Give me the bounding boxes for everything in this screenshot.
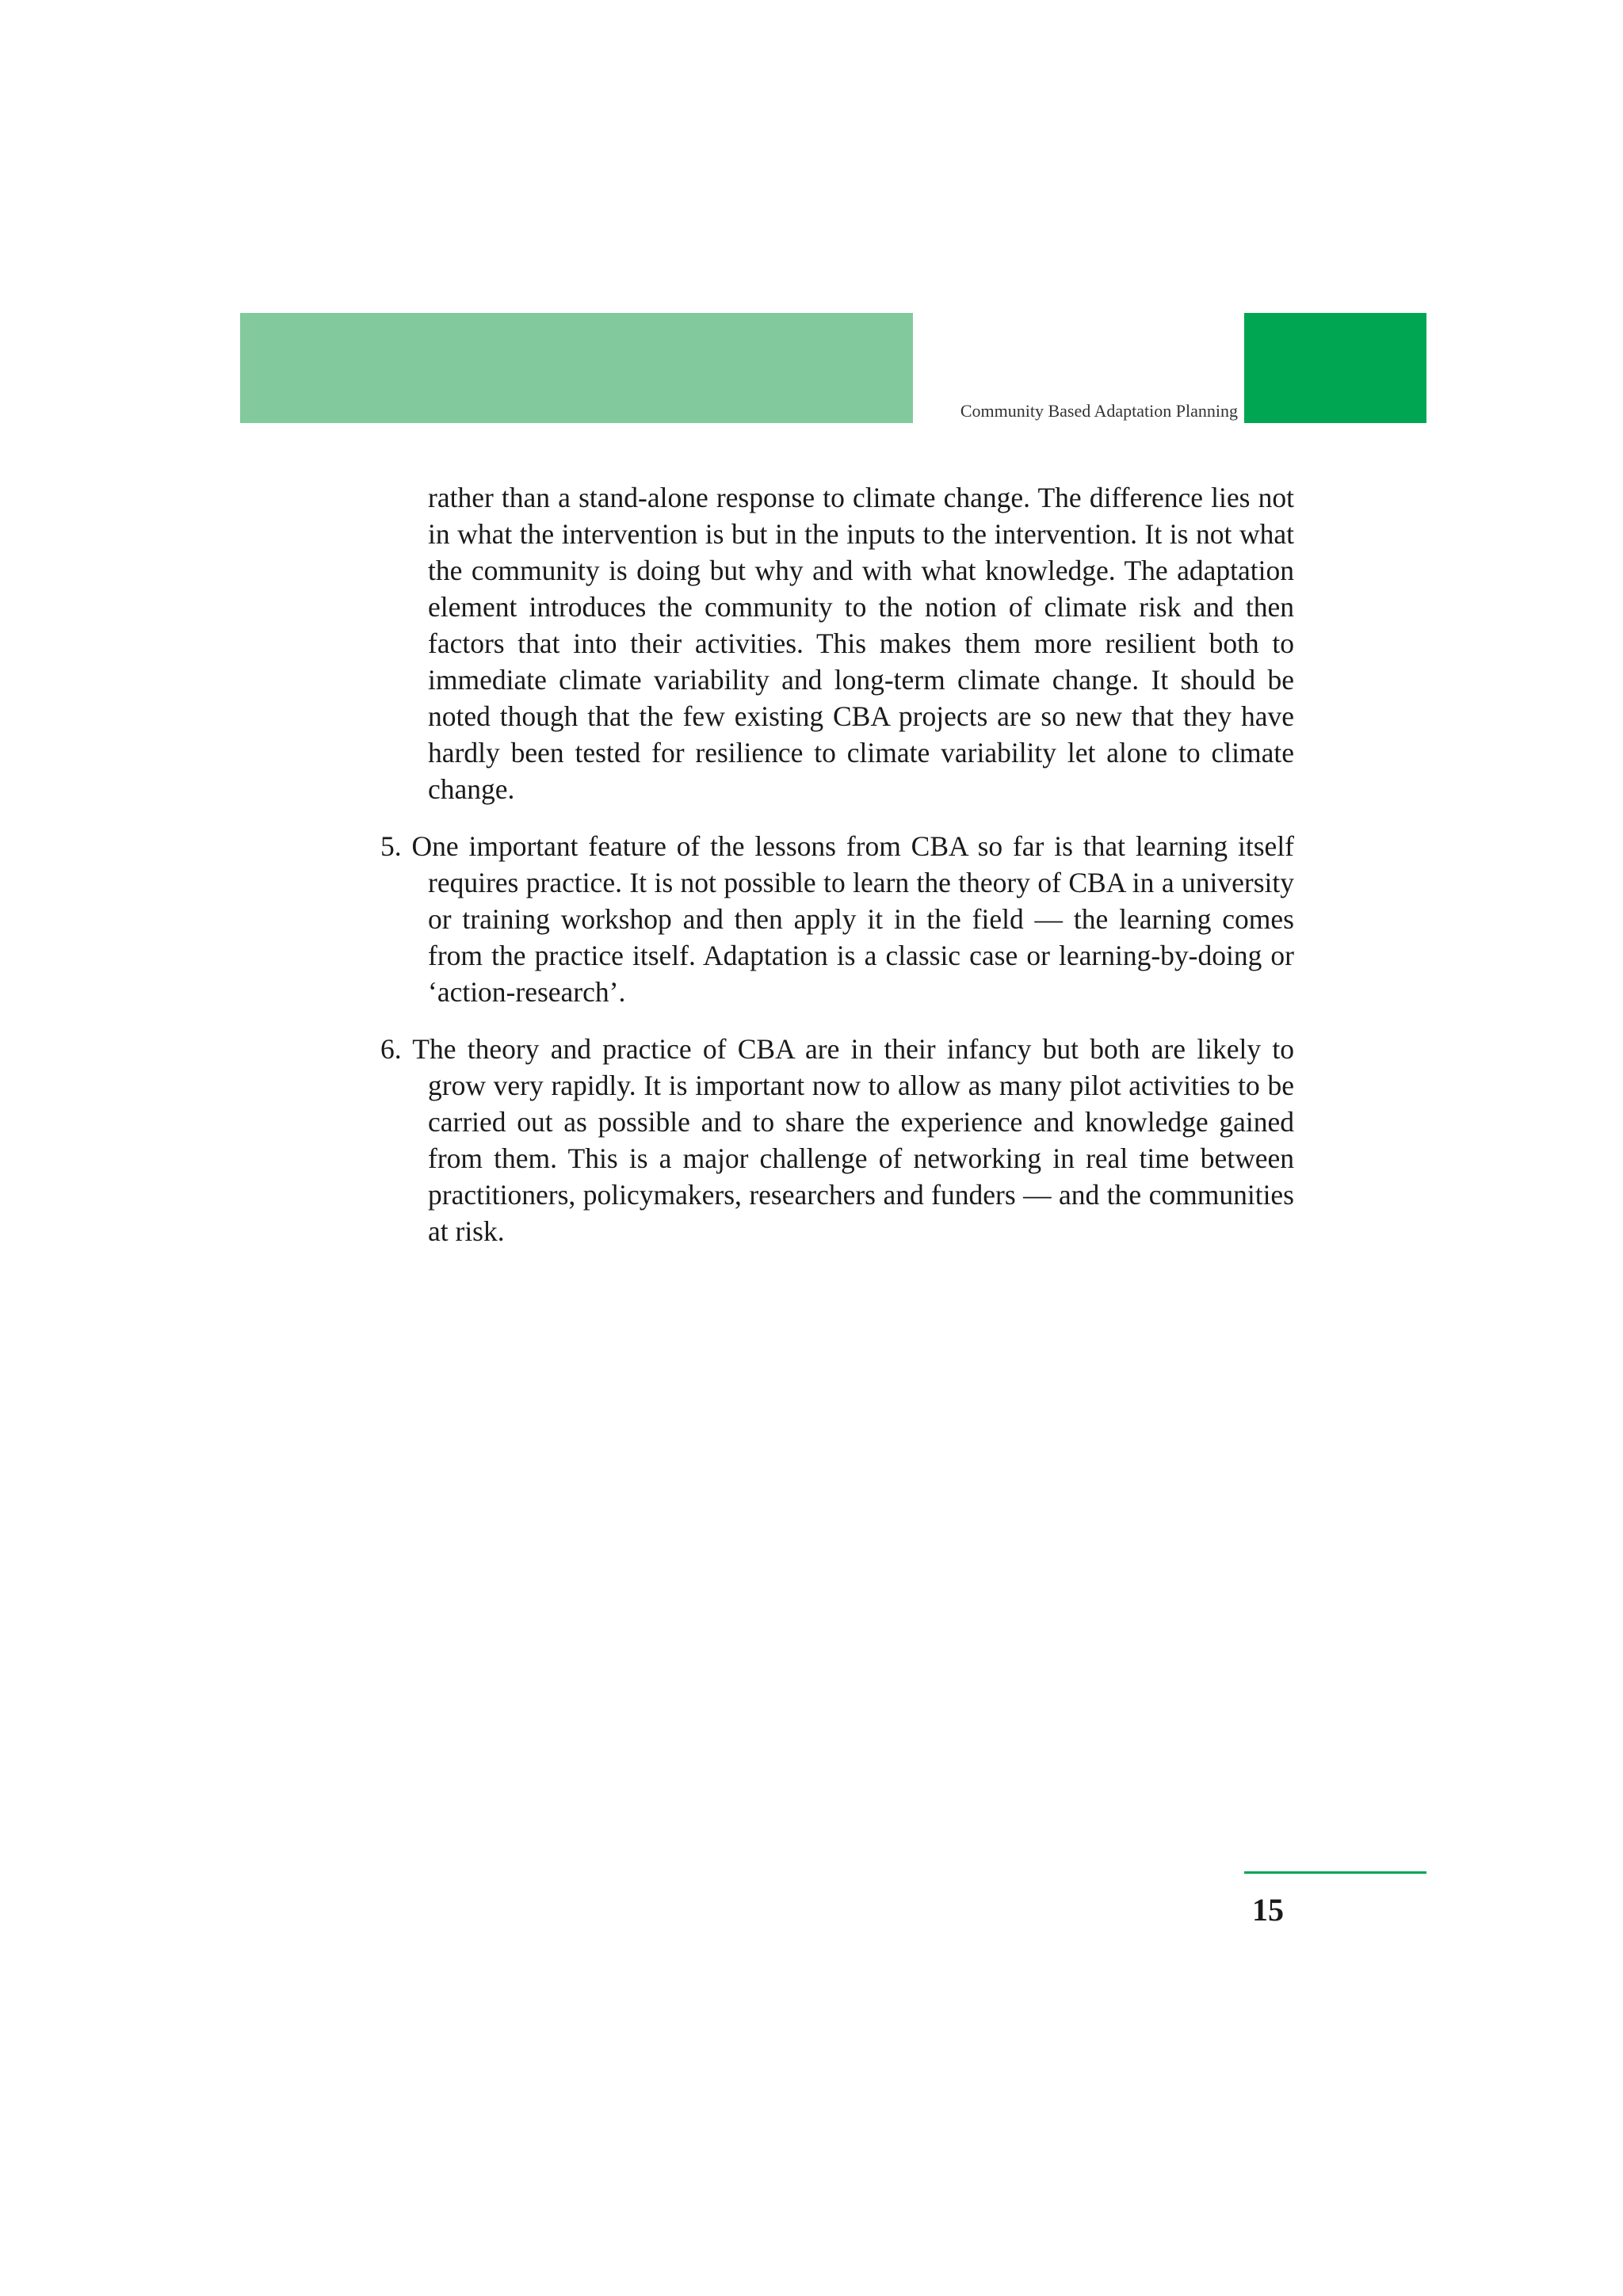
body-text: [380, 479, 1294, 1249]
header-band-light: [240, 313, 913, 423]
list-item-text: The theory and practice of CBA are in their infancy but both are likely to grow very rapidly. It is important now to allow as many pilot activities to be carried out as possible and to share the experience and knowledge gained from them. This is a major challenge of networking in real time between practitioners, policymakers, researchers and funders — and the communities at risk.: [412, 1033, 1294, 1247]
list-item-6: [380, 1031, 1294, 1249]
list-number: 5.: [380, 830, 402, 862]
list-item-text: One important feature of the lessons from CBA so far is that learning itself requires practice. It is not possible to learn the theory of CBA in a university or training workshop and then apply it in the field — the learning comes from the practice itself. Adaptation is a classic case or learning-by-doing or ‘action-research’.: [411, 830, 1295, 1008]
header-band-dark: [1244, 313, 1426, 423]
running-head: Community Based Adaptation Planning: [960, 401, 1238, 421]
continuation-paragraph: rather than a stand-alone response to climate change. The difference lies not in what the intervention is but in the inputs to the intervention. It is not what the community is doing but why and with what knowledge. The adaptation element introduces the community to the notion of climate risk and then factors that into their activities. This makes them more resilient both to immediate climate variability and long-term climate change. It should be noted though that the few existing CBA projects are so new that they have hardly been tested for resilience to climate variability let alone to climate change.: [428, 482, 1294, 805]
list-number: 6.: [380, 1033, 402, 1065]
list-item-5: [380, 828, 1294, 1010]
footer-rule: [1244, 1871, 1426, 1874]
page-number: 15: [1252, 1892, 1284, 1928]
